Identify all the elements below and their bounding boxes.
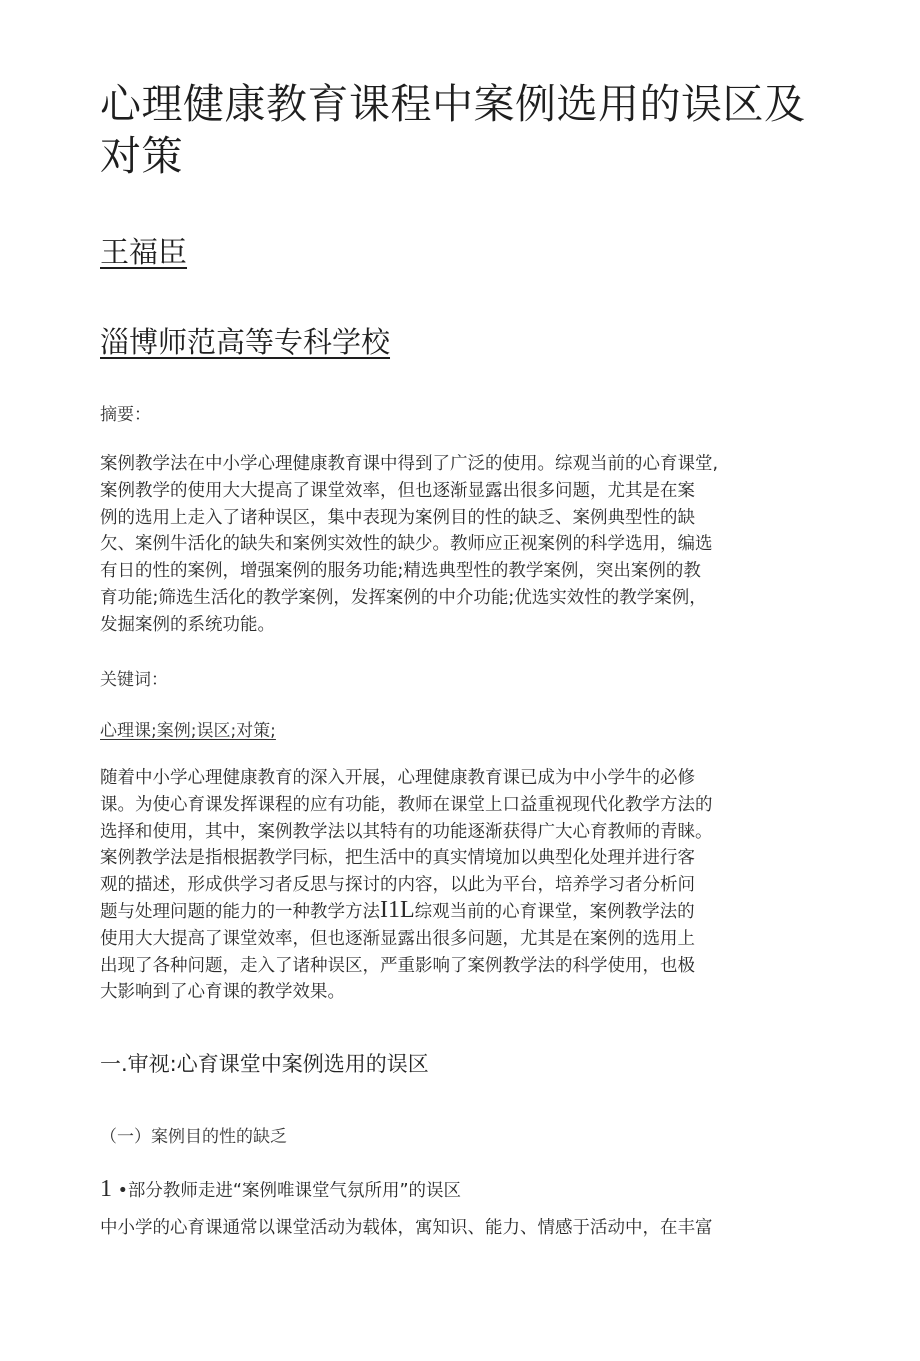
title-line: 心理健康教育课程中案例选用的误区及	[100, 80, 806, 128]
section-heading: 一.审视:心育课堂中案例选用的误区	[100, 1052, 429, 1076]
page-title	[100, 78, 820, 182]
keywords-list: 心理课;案例;误区;对策;	[100, 721, 276, 741]
subsection-heading: （一）案例目的性的缺乏	[100, 1127, 287, 1147]
abstract-label: 摘要：	[100, 405, 151, 425]
abstract-line: 发掘案例的系统功能。	[100, 614, 275, 635]
intro-body	[100, 765, 800, 1006]
intro-line: 观的描述，形成供学习者反思与探讨的内容，以此为平台，培养学习者分析问	[100, 875, 695, 896]
intro-line-part: 综观当前的心育课堂，案例教学法的	[414, 901, 695, 922]
title-line: 对策	[100, 132, 183, 180]
keywords-label: 关键词：	[100, 670, 168, 690]
intro-line: 随着中小学心理健康教育的深入开展，心理健康教育课已成为中小学牛的必修	[100, 768, 695, 788]
intro-line: 选择和使用，其中，案例教学法以其特有的功能逐渐获得广大心育教师的青睐。	[100, 821, 713, 842]
item-text: •部分教师走进“案例唯课堂气氛所用”的误区	[117, 1181, 462, 1201]
intro-line: 案例教学法是指根据教学冃标，把生活中的真实情境加以典型化处理并进行客	[100, 848, 695, 869]
abstract-line: 育功能;筛选生活化的教学案例，发挥案例的中介功能;优选实效性的教学案例，	[100, 587, 707, 608]
body-line: 中小学的心育课通常以课堂活动为载体，寓知识、能力、情感于活动中，在丰富	[100, 1218, 713, 1238]
abstract-line: 有日的性的案例，增强案例的服务功能;精选典型性的教学案例，突出案例的教	[100, 561, 701, 582]
item-number: 1	[100, 1176, 112, 1202]
intro-line: 出现了各种问题，走入了诸种误区，严重影响了案例教学法的科学使用，也极	[100, 955, 695, 976]
intro-line: 使用大大提高了课堂效率，但也逐渐显露出很多问题，尤其是在案例的选用上	[100, 928, 695, 949]
abstract-line: 例的选用上走入了诸种误区，集中表现为案例目的性的缺乏、案例典型性的缺	[100, 507, 695, 528]
abstract-line: 欠、案例牛活化的缺失和案例实效性的缺少。教师应正视案例的科学选用，编选	[100, 534, 713, 555]
intro-line	[100, 896, 800, 926]
body-paragraph	[100, 1215, 800, 1242]
abstract-line: 案例教学的使用大大提高了课堂效率，但也逐渐显露出很多问题，尤其是在案	[100, 480, 695, 501]
abstract-line: 案例教学法在中小学心理健康教育课中得到了广泛的使用。综观当前的心育课堂,	[100, 454, 719, 474]
item-heading	[100, 1176, 461, 1203]
intro-line-part: 题与处理问题的能力的一种教学方法	[100, 901, 380, 922]
reference-marker: I1L	[380, 896, 415, 923]
author-affiliation: 淄博师范高等专科学校	[100, 325, 391, 359]
author-name: 王福臣	[100, 235, 188, 269]
abstract-body	[100, 451, 800, 639]
intro-line: 课。为使心育课发挥课程的应有功能，教师在课堂上口益重视现代化教学方法的	[100, 794, 713, 815]
intro-line: 大影响到了心育课的教学效果。	[100, 982, 345, 1003]
